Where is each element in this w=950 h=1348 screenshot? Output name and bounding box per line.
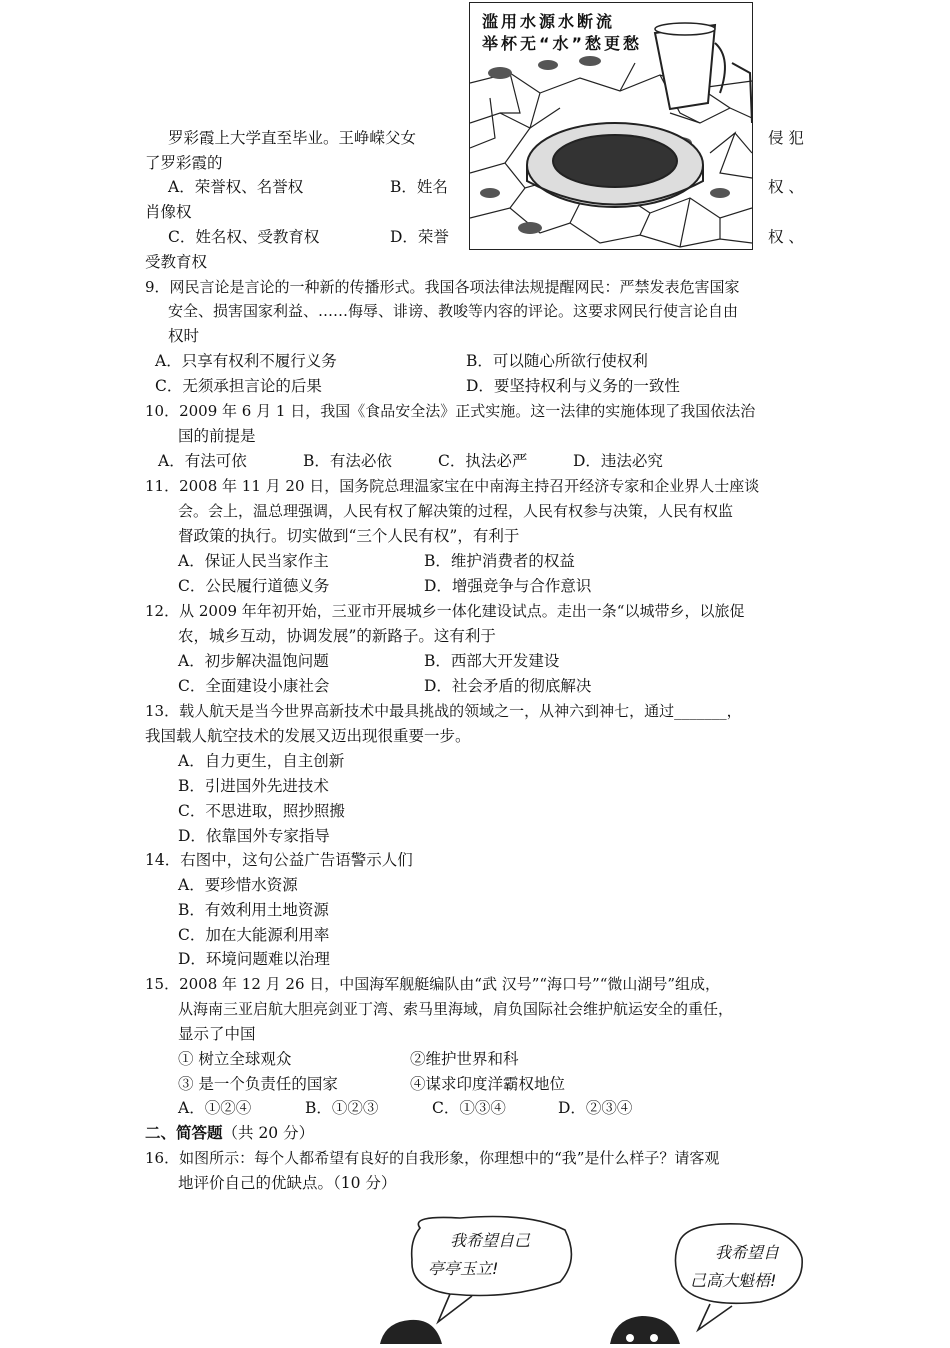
- q15-statement-4: ④谋求印度洋霸权地位: [410, 1075, 566, 1093]
- q12-option-c: C．全面建设小康社会: [178, 677, 330, 695]
- q13-stem-line1: 13．载人航天是当今世界高新技术中最具挑战的领域之一，从神六到神七，通过_______，: [145, 702, 742, 720]
- section-score: （共 20 分）: [222, 1124, 315, 1142]
- q15-statement-2: ②维护世界和科: [410, 1050, 519, 1068]
- q11-stem-line2: 会。会上，温总理强调，人民有权了解决策的过程，人民有权参与决策，人民有权监: [178, 502, 734, 520]
- q9-stem-line3: 权时: [168, 327, 200, 345]
- q8-option-a: A．荣誉权、名誉权: [168, 178, 304, 196]
- q8-option-b: B．姓名: [390, 178, 448, 196]
- q11-stem-line3: 督政策的执行。切实做到“三个人民有权”，有利于: [178, 527, 520, 545]
- q13-stem-line2: 我国载人航空技术的发展又迈出现很重要一步。: [145, 727, 471, 745]
- water-cartoon-image: [469, 2, 753, 250]
- q12-option-a: A．初步解决温饱问题: [178, 652, 329, 670]
- q15-stem-line3: 显示了中国: [178, 1025, 256, 1043]
- q8-line1: 罗彩霞上大学直至毕业。王峥嵘父女: [168, 129, 417, 147]
- q11-option-a: A．保证人民当家作主: [178, 552, 329, 570]
- q13-option-d: D．依靠国外专家指导: [178, 827, 330, 845]
- q10-option-b: B．有法必依: [303, 452, 392, 470]
- q8-line4: 肖像权: [145, 203, 192, 221]
- q9-option-c: C．无须承担言论的后果: [155, 377, 322, 395]
- q10-stem-line2: 国的前提是: [178, 427, 256, 445]
- q12-stem-line1: 12．从 2009 年年初开始，三亚市开展城乡一体化建设试点。走出一条“以城带乡，以旅促: [145, 602, 745, 620]
- q14-option-d: D．环境问题难以治理: [178, 950, 330, 968]
- q11-option-c: C．公民履行道德义务: [178, 577, 330, 595]
- q10-option-c: C．执法必严: [438, 452, 528, 470]
- q15-option-d: D．②③④: [558, 1099, 633, 1117]
- right-bubble-line2: 己高大魁梧!: [690, 1271, 777, 1290]
- q15-stem-line1: 15．2008 年 12 月 26 日，中国海军舰艇编队由“武 汉号”“海口号”“微山湖号”组成，: [145, 975, 721, 993]
- q15-stem-line2: 从海南三亚启航大胆亮剑亚丁湾、索马里海域，肩负国际社会维护航运安全的重任，: [178, 1000, 734, 1018]
- q9-option-d: D．要坚持权利与义务的一致性: [466, 377, 680, 395]
- q8-line6: 受教育权: [145, 253, 208, 271]
- q12-option-d: D．社会矛盾的彻底解决: [424, 677, 592, 695]
- cartoon-caption-line2: 举杯无“水”愁更愁: [482, 34, 643, 53]
- q15-statement-1: ① 树立全球观众: [178, 1050, 292, 1068]
- section-heading: [145, 1122, 314, 1144]
- left-bubble-line1: 我希望自己: [450, 1231, 531, 1250]
- left-bubble-line2: 亭亭玉立!: [428, 1259, 499, 1278]
- q10-stem-line1: 10．2009 年 6 月 1 日，我国《食品安全法》正式实施。这一法律的实施体现了我国依法治: [145, 402, 756, 420]
- section-title: 二、简答题: [145, 1123, 223, 1142]
- q8-option-b-tail: 权 、: [768, 178, 804, 196]
- q9-option-b: B．可以随心所欲行使权利: [466, 352, 648, 370]
- q12-stem-line2: 农，城乡互动，协调发展”的新路子。这有利于: [178, 627, 496, 645]
- q11-option-d: D．增强竞争与合作意识: [424, 577, 592, 595]
- q8-line2: 了罗彩霞的: [145, 154, 223, 172]
- q15-option-a: A．①②④: [178, 1099, 252, 1117]
- q11-option-b: B．维护消费者的权益: [424, 552, 575, 570]
- q16-stem-line1: 16．如图所示：每个人都希望有良好的自我形象，你理想中的“我”是什么样子？请客观: [145, 1149, 720, 1167]
- q10-option-d: D．违法必究: [573, 452, 663, 470]
- q14-option-c: C．加在大能源利用率: [178, 926, 330, 944]
- q13-option-b: B．引进国外先进技术: [178, 777, 329, 795]
- q15-option-c: C．①③④: [432, 1099, 506, 1117]
- q8-option-d-tail: 权 、: [768, 228, 804, 246]
- self-image-cartoon: [380, 1210, 810, 1344]
- q14-option-a: A．要珍惜水资源: [178, 876, 298, 894]
- q13-option-c: C．不思进取，照抄照搬: [178, 802, 345, 820]
- q12-option-b: B．西部大开发建设: [424, 652, 560, 670]
- q8-option-d: D．荣誉: [390, 228, 449, 246]
- q9-option-a: A．只享有权利不履行义务: [155, 352, 337, 370]
- q14-option-b: B．有效利用土地资源: [178, 901, 329, 919]
- q14-stem: 14．右图中，这句公益广告语警示人们: [145, 851, 413, 869]
- right-bubble-line1: 我希望自: [715, 1243, 780, 1262]
- q9-stem-line2: 安全、损害国家利益、……侮辱、诽谤、教唆等内容的评论。这要求网民行使言论自由: [168, 302, 739, 320]
- cartoon-caption-line1: 滥用水源水断流: [482, 12, 616, 31]
- q8-option-c: C．姓名权、受教育权: [168, 228, 320, 246]
- q16-stem-line2: 地评价自己的优缺点。（10 分）: [178, 1174, 397, 1192]
- q8-line1-tail: 侵 犯: [768, 129, 804, 147]
- q9-stem-line1: 9．网民言论是言论的一种新的传播形式。我国各项法律法规提醒网民：严禁发表危害国家: [145, 278, 740, 296]
- q13-option-a: A．自力更生，自主创新: [178, 752, 345, 770]
- q11-stem-line1: 11．2008 年 11 月 20 日，国务院总理温家宝在中南海主持召开经济专家和企业界人士座谈: [145, 477, 760, 495]
- q10-option-a: A．有法可依: [158, 452, 247, 470]
- q15-statement-3: ③ 是一个负责任的国家: [178, 1075, 338, 1093]
- q15-option-b: B．①②③: [305, 1099, 379, 1117]
